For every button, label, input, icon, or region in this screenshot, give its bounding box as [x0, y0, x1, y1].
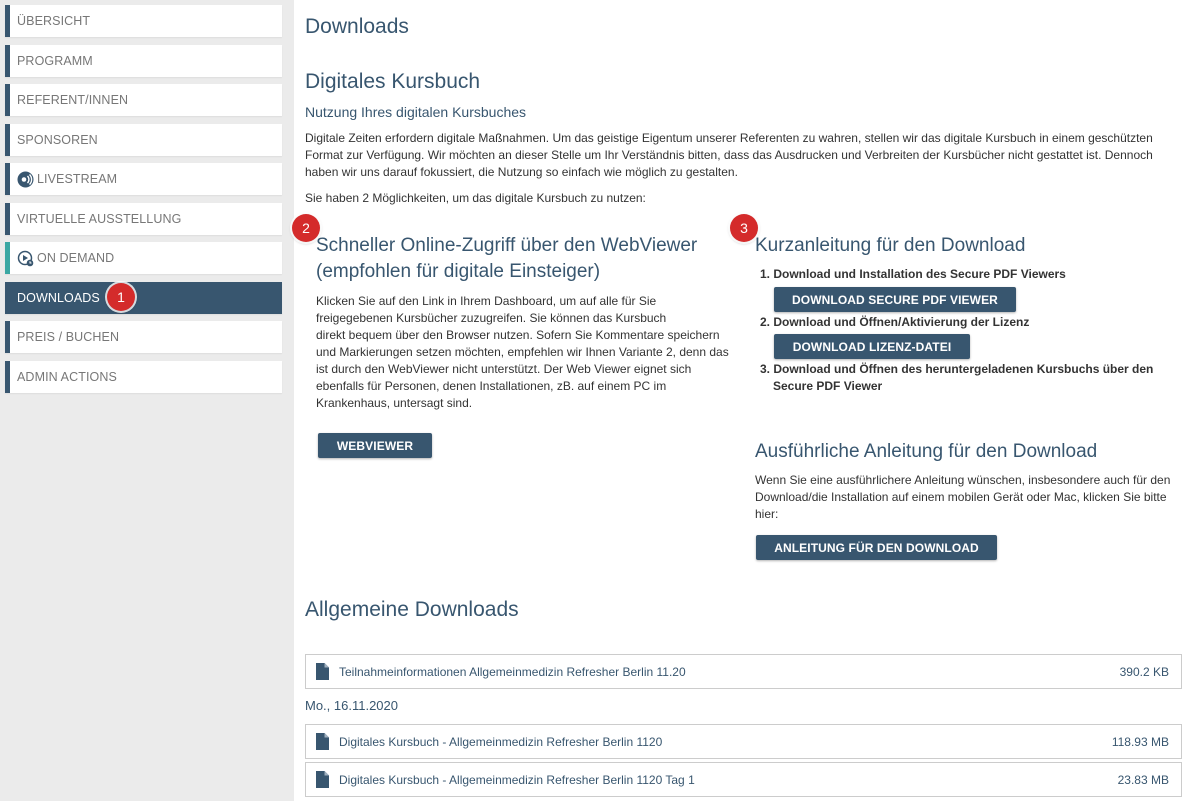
detailed-guide-title: Ausführliche Anleitung für den Download	[755, 441, 1098, 462]
webviewer-text-line: direkt bequem über den Browser nutzen. Sofern Sie Kommentare speichern	[316, 328, 720, 342]
sidebar-item-programm[interactable]	[5, 45, 282, 77]
annotation-marker-1: 1	[107, 283, 135, 311]
webviewer-text-line: Krankenhaus, untersagt sind.	[316, 396, 473, 410]
anleitung-download-button[interactable]: ANLEITUNG FÜR DEN DOWNLOAD	[756, 535, 997, 560]
quick-guide-step-2: 2. Download und Öffnen/Aktivierung der Lizenz	[760, 315, 1030, 329]
step-3-line: Secure PDF Viewer	[773, 379, 883, 393]
sidebar-item-label: LIVESTREAM	[37, 172, 118, 186]
webviewer-text-line: und Markierungen setzen möchten, empfehlen wir Ihnen Variante 2, denn das	[316, 345, 729, 359]
sidebar-item-label: DOWNLOADS	[17, 291, 100, 305]
download-row[interactable]	[305, 654, 1182, 689]
webviewer-title-line: (empfohlen für digitale Einsteiger)	[316, 261, 601, 282]
download-row[interactable]	[305, 762, 1182, 797]
sidebar-item-referenten[interactable]	[5, 84, 282, 116]
sidebar-item-on-demand[interactable]	[5, 242, 282, 274]
webviewer-text-line: ist durch den WebViewer nicht unterstützt. Der Web Viewer eignet sich	[316, 362, 692, 376]
quick-guide-title: Kurzanleitung für den Download	[755, 235, 1026, 256]
intro-text-line: Format zur Verfügung. Wir möchten an dieser Stelle um Ihr Verständnis bitten, dass das Ausdrucken und Verbreiten der Kursbücher nicht gestattet ist. Dennoch	[305, 148, 1153, 162]
quick-guide-step-1: 1. Download und Installation des Secure PDF Viewers	[760, 267, 1066, 281]
sidebar	[0, 0, 294, 801]
options-text: Sie haben 2 Möglichkeiten, um das digitale Kursbuch zu nutzen:	[305, 191, 646, 205]
intro-text-line: Digitale Zeiten erfordern digitale Maßnahmen. Um das geistige Eigentum unserer Referenten zu wahren, stellen wir das digitale Kursbuch in einem geschützten	[305, 131, 1153, 145]
sidebar-item-livestream[interactable]	[5, 163, 282, 195]
page-title: Downloads	[305, 15, 409, 38]
step-3-line: 3. Download und Öffnen des heruntergeladenen Kursbuchs über den	[760, 362, 1154, 376]
webviewer-description	[316, 293, 729, 412]
sidebar-item-label: ON DEMAND	[37, 251, 115, 265]
download-lizenz-datei-button[interactable]: DOWNLOAD LIZENZ-DATEI	[774, 334, 970, 359]
download-row[interactable]	[305, 724, 1182, 759]
sidebar-item-admin-actions[interactable]	[5, 361, 282, 393]
sidebar-item-preis-buchen[interactable]	[5, 321, 282, 353]
sidebar-item-virtuelle-ausstellung[interactable]	[5, 203, 282, 235]
file-name[interactable]: Teilnahmeinformationen Allgemeinmedizin Refresher Berlin 11.20	[339, 664, 686, 679]
sidebar-item-uebersicht[interactable]	[5, 5, 282, 37]
livestream-icon	[17, 171, 34, 188]
quick-guide-step-3	[760, 361, 1153, 395]
detailed-guide-text	[755, 472, 1170, 523]
annotation-marker-3: 3	[730, 214, 758, 242]
file-name[interactable]: Digitales Kursbuch - Allgemeinmedizin Refresher Berlin 1120 Tag 1	[339, 772, 695, 787]
sidebar-item-sponsoren[interactable]	[5, 124, 282, 156]
file-icon	[316, 663, 329, 680]
sidebar-item-label: SPONSOREN	[17, 133, 98, 147]
webviewer-title-line: Schneller Online-Zugriff über den WebViewer	[316, 235, 698, 256]
detailed-guide-line: Download/die Installation auf einem mobilen Gerät oder Mac, klicken Sie bitte	[755, 490, 1167, 504]
detailed-guide-line: hier:	[755, 507, 779, 521]
detailed-guide-line: Wenn Sie eine ausführlichere Anleitung wünschen, insbesondere auch für den	[755, 473, 1171, 487]
general-downloads-title: Allgemeine Downloads	[305, 598, 519, 621]
intro-text-line: haben wir uns darauf fokussiert, die Nutzung so einfach wie möglich zu gestalten.	[305, 165, 738, 179]
webviewer-text-line: freigegebenen Kursbücher zuzugreifen. Sie können das Kursbuch	[316, 311, 667, 325]
main-content	[294, 0, 1186, 801]
sidebar-item-label: VIRTUELLE AUSSTELLUNG	[17, 212, 182, 226]
webviewer-button[interactable]: WEBVIEWER	[318, 433, 432, 458]
file-name[interactable]: Digitales Kursbuch - Allgemeinmedizin Refresher Berlin 1120	[339, 734, 663, 749]
section-title: Digitales Kursbuch	[305, 70, 481, 93]
file-size: 390.2 KB	[1119, 664, 1169, 679]
webviewer-text-line: Klicken Sie auf den Link in Ihrem Dashboard, um auf alle für Sie	[316, 294, 657, 308]
on-demand-icon	[17, 250, 34, 267]
webviewer-title	[316, 233, 697, 285]
annotation-marker-2: 2	[292, 214, 320, 242]
sidebar-item-label: ADMIN ACTIONS	[17, 370, 117, 384]
sidebar-item-label: PREIS / BUCHEN	[17, 330, 120, 344]
sidebar-item-downloads[interactable]	[5, 282, 282, 314]
download-secure-pdf-viewer-button[interactable]: DOWNLOAD SECURE PDF VIEWER	[774, 287, 1016, 312]
sidebar-item-label: ÜBERSICHT	[17, 14, 91, 28]
sidebar-item-label: REFERENT/INNEN	[17, 93, 129, 107]
file-size: 118.93 MB	[1111, 734, 1169, 749]
file-icon	[316, 771, 329, 788]
webviewer-text-line: ebenfalls für Personen, denen Installationen, zB. auf einem PC im	[316, 379, 667, 393]
sidebar-item-label: PROGRAMM	[17, 54, 93, 68]
file-size: 23.83 MB	[1117, 772, 1169, 787]
file-icon	[316, 733, 329, 750]
date-heading: Mo., 16.11.2020	[305, 698, 398, 713]
section-subtitle: Nutzung Ihres digitalen Kursbuches	[305, 104, 527, 120]
